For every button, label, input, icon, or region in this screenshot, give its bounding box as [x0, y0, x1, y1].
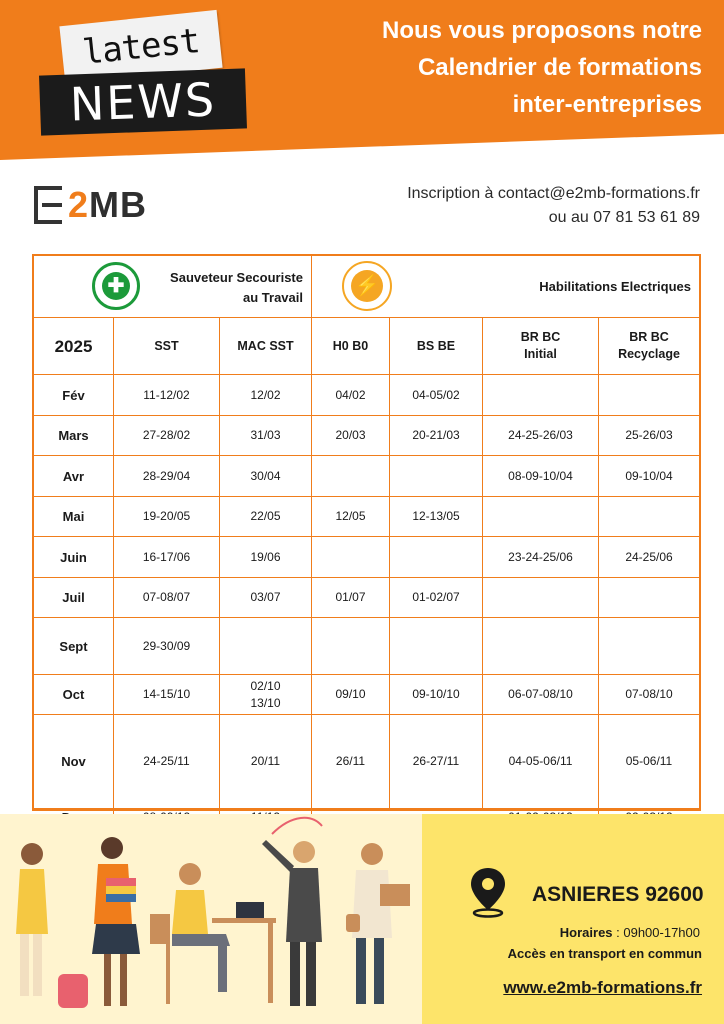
schedule-cell — [483, 618, 599, 675]
schedule-cell: 11-12/02 — [114, 375, 220, 416]
transport-note: Accès en transport en commun — [507, 946, 702, 961]
schedule-cell — [312, 618, 390, 675]
contact-info — [407, 182, 700, 230]
schedule-cell: 08-09-10/04 — [483, 456, 599, 497]
schedule-cell: 01-02/07 — [390, 578, 483, 618]
schedule-cell — [220, 618, 312, 675]
hours-label: Horaires — [559, 925, 613, 940]
schedule-cell: 09/10 — [312, 675, 390, 715]
schedule-cell — [312, 537, 390, 578]
column-header: SST — [114, 318, 220, 375]
schedule-cell: 27-28/02 — [114, 416, 220, 456]
group-header-electrical — [312, 256, 699, 318]
news-tag — [39, 68, 247, 135]
schedule-cell: 12/05 — [312, 497, 390, 537]
schedule-cell: 20/11 — [220, 715, 312, 809]
schedule-cell: 04/02 — [312, 375, 390, 416]
schedule-cell: 09-10/10 — [390, 675, 483, 715]
schedule-cell: 06-07-08/10 — [483, 675, 599, 715]
schedule-cell: 01/07 — [312, 578, 390, 618]
schedule-cell: 04-05-06/11 — [483, 715, 599, 809]
schedule-cell: 07-08/07 — [114, 578, 220, 618]
schedule-cell: 05-06/11 — [599, 715, 699, 809]
schedule-cell: 19/06 — [220, 537, 312, 578]
latest-tag-text: latest — [80, 21, 202, 73]
contact-phone-line: ou au 07 81 53 61 89 — [548, 209, 700, 226]
schedule-cell: 24-25-26/03 — [483, 416, 599, 456]
hours-value: : 09h00-17h00 — [612, 925, 700, 940]
logo-text — [68, 184, 147, 226]
schedule-cell: 26/11 — [312, 715, 390, 809]
group-title-sst — [170, 268, 303, 308]
month-label: Juin — [34, 537, 114, 578]
training-schedule-table — [32, 254, 701, 811]
schedule-cell: 12/02 — [220, 375, 312, 416]
logo-letters: MB — [89, 184, 148, 225]
month-label: Sept — [34, 618, 114, 675]
schedule-cell — [390, 456, 483, 497]
header-banner — [0, 0, 724, 160]
schedule-cell — [599, 497, 699, 537]
map-pin-icon — [466, 866, 510, 918]
schedule-cell — [599, 578, 699, 618]
schedule-cell: 25-26/03 — [599, 416, 699, 456]
headline-line-3: inter-entreprises — [512, 91, 702, 118]
electrical-badge-icon: ⚡ — [342, 261, 392, 311]
headline-line-2: Calendrier de formations — [417, 54, 702, 81]
column-header: BS BE — [390, 318, 483, 375]
month-label: Mai — [34, 497, 114, 537]
column-header: BR BC Initial — [483, 318, 599, 375]
year-header: 2025 — [34, 318, 114, 375]
month-label: Avr — [34, 456, 114, 497]
schedule-cell: 19-20/05 — [114, 497, 220, 537]
schedule-cell: 12-13/05 — [390, 497, 483, 537]
headline-line-1: Nous vous proposons notre — [381, 17, 702, 44]
group-title-sst-line-2: au Travail — [243, 290, 303, 305]
hours-line — [560, 925, 700, 940]
schedule-cell: 24-25/11 — [114, 715, 220, 809]
group-title-sst-line-1: Sauveteur Secouriste — [170, 270, 303, 285]
website-link[interactable]: www.e2mb-formations.fr — [503, 978, 702, 997]
city-label: ASNIERES 92600 — [532, 883, 704, 906]
logo-e-mark — [34, 186, 64, 224]
schedule-cell: 31/03 — [220, 416, 312, 456]
month-label: Juil — [34, 578, 114, 618]
schedule-cell: 23-24-25/06 — [483, 537, 599, 578]
schedule-cell — [599, 618, 699, 675]
schedule-cell — [483, 578, 599, 618]
news-tag-text: NEWS — [69, 72, 217, 132]
schedule-cell: 30/04 — [220, 456, 312, 497]
schedule-cell: 28-29/04 — [114, 456, 220, 497]
month-label: Mars — [34, 416, 114, 456]
schedule-cell: 07-08/10 — [599, 675, 699, 715]
month-label: Oct — [34, 675, 114, 715]
schedule-cell — [312, 456, 390, 497]
schedule-cell: 20/03 — [312, 416, 390, 456]
schedule-cell: 03/07 — [220, 578, 312, 618]
schedule-cell: 04-05/02 — [390, 375, 483, 416]
month-label: Fév — [34, 375, 114, 416]
group-title-electrical: Habilitations Electriques — [539, 279, 691, 294]
sst-badge-icon: ✚ — [92, 262, 140, 310]
column-header: MAC SST — [220, 318, 312, 375]
schedule-cell — [483, 375, 599, 416]
schedule-cell: 09-10/04 — [599, 456, 699, 497]
group-header-sst — [34, 256, 312, 318]
schedule-cell: 29-30/09 — [114, 618, 220, 675]
month-label: Nov — [34, 715, 114, 809]
schedule-cell: 14-15/10 — [114, 675, 220, 715]
logo-digit: 2 — [68, 184, 90, 225]
contact-email-line: Inscription à contact@e2mb-formations.fr — [407, 185, 700, 202]
column-header: H0 B0 — [312, 318, 390, 375]
schedule-cell: 02/10 13/10 — [220, 675, 312, 715]
schedule-cell: 16-17/06 — [114, 537, 220, 578]
schedule-cell: 20-21/03 — [390, 416, 483, 456]
people-illustration — [0, 814, 422, 1024]
e2mb-logo — [34, 184, 147, 226]
schedule-cell: 22/05 — [220, 497, 312, 537]
schedule-cell: 24-25/06 — [599, 537, 699, 578]
schedule-cell — [483, 497, 599, 537]
schedule-cell: 26-27/11 — [390, 715, 483, 809]
column-header: BR BC Recyclage — [599, 318, 699, 375]
schedule-cell — [390, 537, 483, 578]
schedule-cell — [390, 618, 483, 675]
schedule-cell — [599, 375, 699, 416]
headline — [282, 12, 702, 123]
